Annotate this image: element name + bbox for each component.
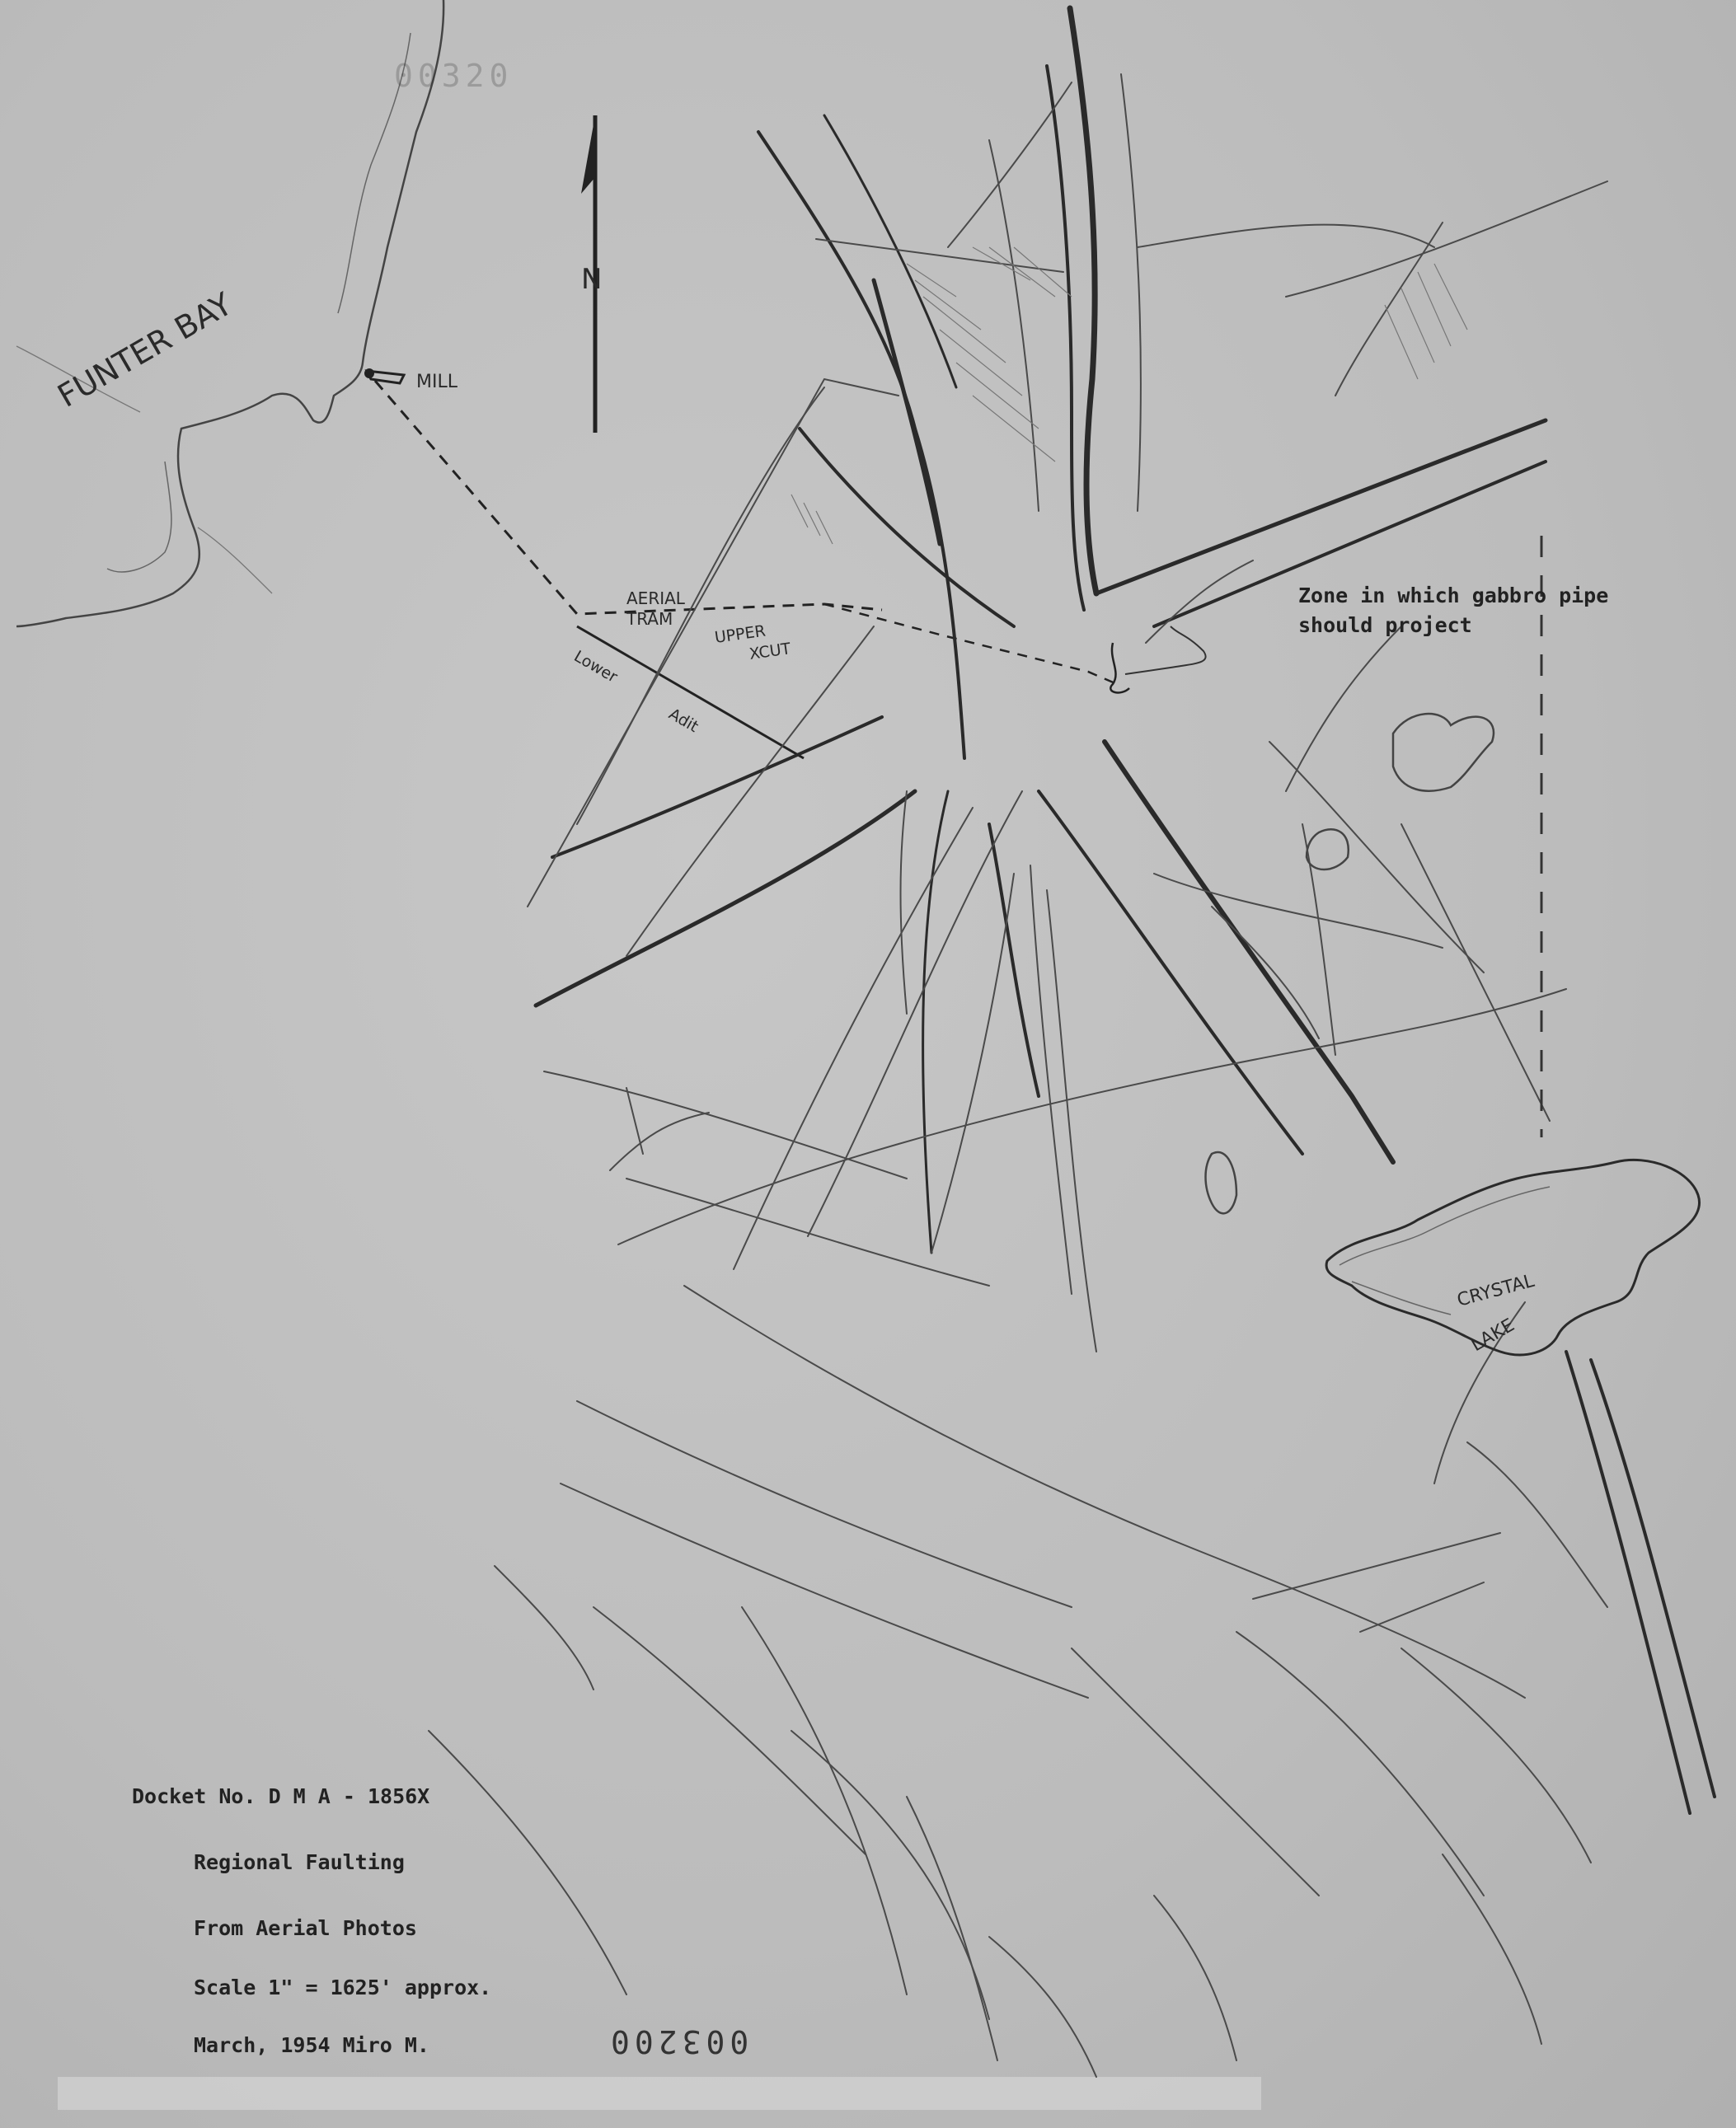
- label-crystal: CRYSTAL: [1455, 1270, 1537, 1311]
- legend-date-author: March, 1954 Miro M.: [194, 2033, 429, 2057]
- docket-stamp-bottom: 003200: [606, 2023, 749, 2060]
- docket-stamp-top: 00320: [394, 58, 514, 94]
- legend-title-1: Regional Faulting: [194, 1850, 405, 1874]
- zone-note-line1: Zone in which gabbro pipe: [1298, 584, 1609, 607]
- mill-icon: [364, 368, 404, 383]
- label-north: N: [581, 263, 603, 296]
- label-tram: TRAM: [626, 609, 673, 629]
- label-xcut: XCUT: [748, 640, 792, 663]
- legend-scale: Scale 1" = 1625' approx.: [194, 1976, 492, 1999]
- label-lower: Lower: [570, 647, 621, 687]
- zone-note-line2: should project: [1298, 613, 1472, 637]
- legend-docket: Docket No. D M A - 1856X: [132, 1784, 430, 1808]
- zone-pointer: [1125, 626, 1206, 674]
- major-faults: [536, 8, 1715, 1813]
- label-lake: LAKE: [1467, 1315, 1518, 1357]
- hatching: [791, 247, 1467, 544]
- label-upper: UPPER: [713, 621, 767, 647]
- lake-small-3: [1206, 1152, 1237, 1213]
- lake-small-1: [1393, 714, 1494, 791]
- coastline-inner: [107, 33, 411, 572]
- label-aerial: AERIAL: [626, 588, 685, 608]
- zone-note: [1298, 581, 1608, 640]
- minor-faults: [429, 74, 1607, 2077]
- zone-marker: [1110, 643, 1129, 692]
- legend-title-2: From Aerial Photos: [194, 1916, 417, 1940]
- label-funter-bay: FUNTER BAY: [51, 285, 239, 415]
- upper-xcut-line: [824, 604, 1117, 684]
- aerial-tram-line: [375, 381, 882, 614]
- lake-small-2: [1307, 829, 1349, 869]
- label-adit: Adit: [665, 705, 701, 737]
- label-mill: MILL: [416, 372, 457, 392]
